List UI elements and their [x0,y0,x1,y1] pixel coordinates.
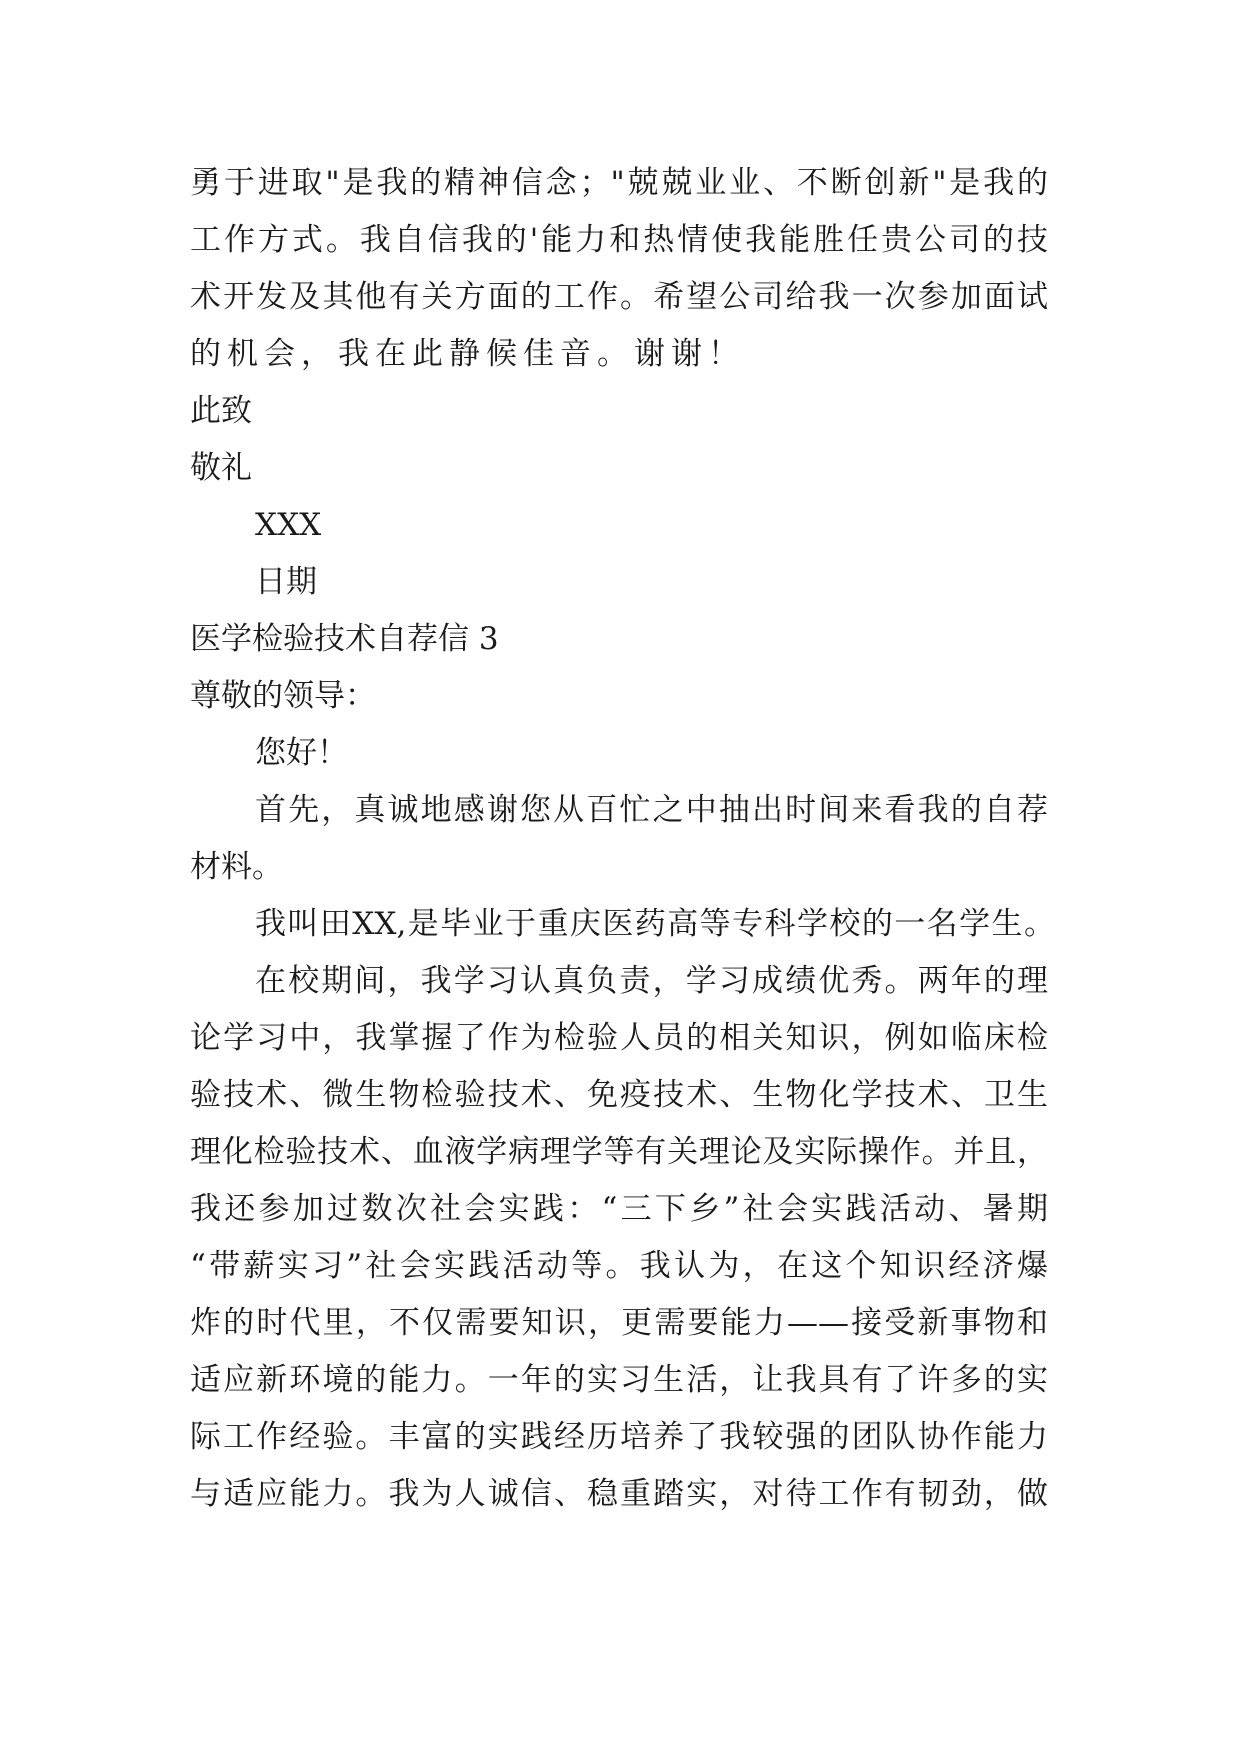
paragraph-line: 论学习中，我掌握了作为检验人员的相关知识，例如临床检 [190,1020,1048,1056]
paragraph-line: 际工作经验。丰富的实践经历培养了我较强的团队协作能力 [190,1419,1048,1455]
signature-name: XXX [255,507,322,543]
paragraph-line: “带薪实习”社会实践活动等。我认为，在这个知识经济爆 [190,1248,1048,1284]
paragraph-line: 术开发及其他有关方面的工作。希望公司给我一次参加面试 [190,279,1048,315]
paragraph-line: 验技术、微生物检验技术、免疫技术、生物化学技术、卫生 [190,1077,1048,1113]
paragraph-line: 炸的时代里，不仅需要知识，更需要能力——接受新事物和 [190,1305,1048,1341]
paragraph-line: 材料。 [190,849,283,885]
section-title: 医学检验技术自荐信 3 [190,621,499,657]
paragraph-line: 我还参加过数次社会实践：“三下乡”社会实践活动、暑期 [190,1191,1048,1227]
signature-date: 日期 [255,564,317,600]
paragraph-line: 理化检验技术、血液学病理学等有关理论及实际操作。并且， [190,1134,1048,1170]
letter-salutation: 尊敬的领导： [190,678,376,714]
greeting: 您好！ [255,735,348,771]
paragraph-line: 勇于进取"是我的精神信念；"兢兢业业、不断创新"是我的 [190,165,1048,201]
paragraph-line: 的机会，我在此静候佳音。谢谢！ [190,336,745,372]
paragraph-line: 我叫田XX,是毕业于重庆医药高等专科学校的一名学生。 [255,906,1055,942]
paragraph-line: 首先，真诚地感谢您从百忙之中抽出时间来看我的自荐 [255,792,1048,828]
paragraph-line: 与适应能力。我为人诚信、稳重踏实，对待工作有韧劲，做 [190,1476,1048,1512]
paragraph-line: 适应新环境的能力。一年的实习生活，让我具有了许多的实 [190,1362,1048,1398]
paragraph-line: 工作方式。我自信我的'能力和热情使我能胜任贵公司的技 [190,222,1048,258]
closing-salutation: 此致 [190,393,252,429]
closing-regards: 敬礼 [190,450,252,486]
paragraph-line: 在校期间，我学习认真负责，学习成绩优秀。两年的理 [255,963,1048,999]
